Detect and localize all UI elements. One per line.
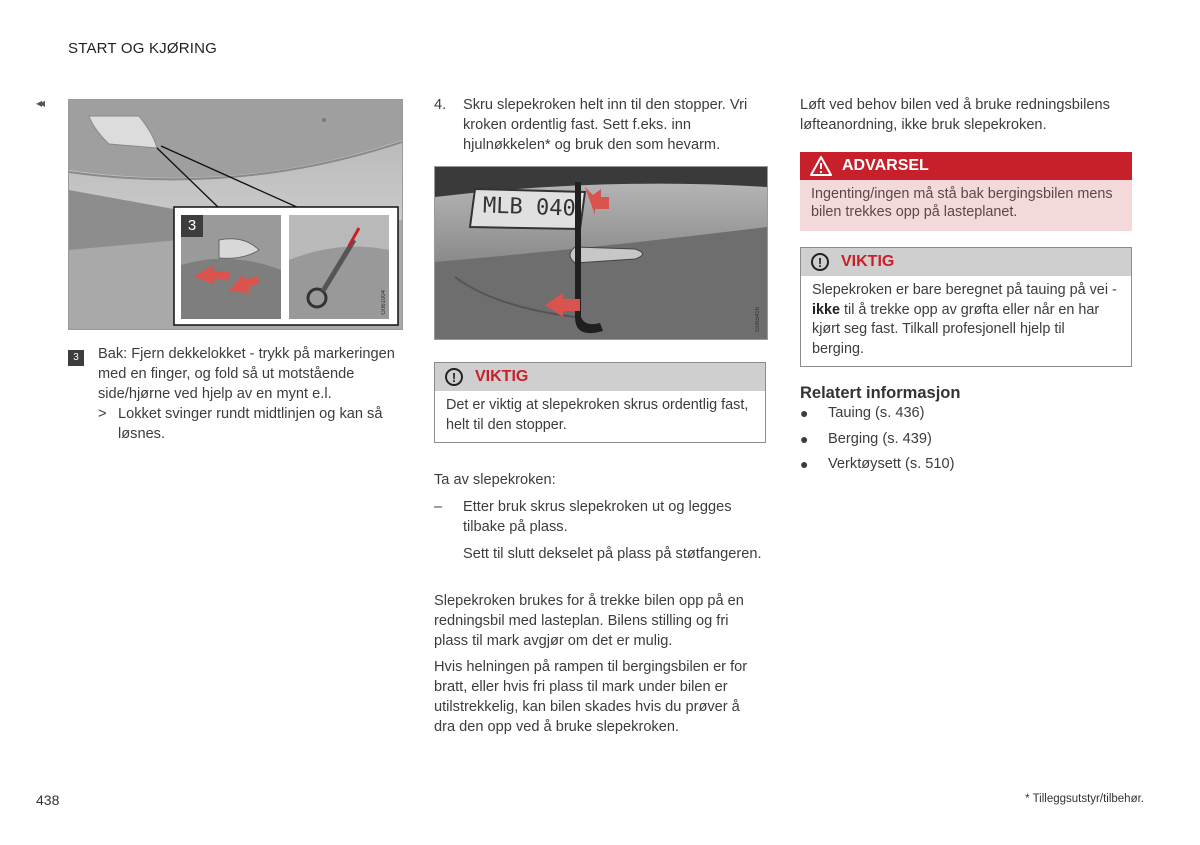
advarsel-header [800, 152, 1132, 180]
bullet-icon: ● [800, 405, 809, 421]
exclamation-icon: ! [445, 368, 463, 386]
bullet-icon: ● [800, 430, 809, 447]
viktig-header-2 [801, 248, 1131, 276]
advarsel-warning [800, 152, 1132, 231]
back-arrows-icon[interactable]: ◂◂ [36, 96, 43, 110]
related-info-list [800, 401, 1130, 478]
figure-inset-number: 3 [187, 217, 197, 234]
related-info-title: Relatert informasjon [800, 384, 961, 402]
related-link-label[interactable]: Verktøysett (s. 510) [828, 456, 955, 472]
step-4-number: 4. [434, 97, 447, 113]
related-link-berging[interactable] [800, 427, 1130, 453]
step-3-result-text: Lokket svinger rundt midtlinjen og kan så løsnes. [118, 406, 383, 442]
viktig-text-2 [801, 276, 1131, 366]
section-title: START OG KJØRING [68, 40, 218, 57]
viktig-title: VIKTIG [475, 368, 529, 385]
bullet-icon: ● [800, 456, 809, 472]
viktig-title-2: VIKTIG [841, 253, 895, 270]
remove-step [434, 497, 764, 564]
viktig-header [435, 363, 765, 391]
figure-code: G061004 [381, 290, 387, 315]
viktig-text-part-2: til å trekke opp av grøfta eller når en har kjørt seg fast. Tilkall profesjonell hjelp til berging. [812, 301, 1100, 357]
advarsel-title: ADVARSEL [842, 157, 929, 174]
warning-triangle-icon [810, 156, 832, 176]
step-4-text: Skru slepekroken helt inn til den stopper. Vri kroken ordentlig fast. Sett f.eks. inn hjulnøkkelen* og bruk den som hevarm. [463, 97, 748, 153]
license-plate-text: MLB 040 [482, 193, 577, 222]
page-number: 438 [36, 792, 60, 808]
cover-removal-figure [68, 99, 403, 330]
cover-removal-illustration [69, 100, 402, 329]
paragraph-1: Slepekroken brukes for å trekke bilen opp på en redningsbil med lasteplan. Bilens stilling og fri plass til mark avgjør om det er mulig. [434, 593, 744, 649]
remove-step-text-2: Sett til slutt dekselet på plass på støtfangeren. [463, 546, 762, 562]
remove-heading: Ta av slepekroken: [434, 472, 556, 488]
viktig-text: Det er viktig at slepekroken skrus ordentlig fast, helt til den stopper. [446, 397, 749, 433]
advarsel-text: Ingenting/ingen må stå bak bergingsbilen mens bilen trekkes opp på lasteplanet. [811, 186, 1113, 220]
related-link-label[interactable]: Berging (s. 439) [828, 430, 932, 447]
viktig-note-2 [800, 247, 1132, 367]
tow-hook-figure [434, 166, 768, 340]
dash-marker: – [434, 499, 443, 515]
step-3-text: Bak: Fjern dekkelokket - trykk på markeringen med en finger, og fold så ut motstående side/hjørne ved hjelp av en mynt e.l. [98, 346, 395, 402]
figure-code: G065416 [755, 307, 761, 332]
exclamation-icon: ! [811, 253, 829, 271]
step-badge: 3 [68, 350, 84, 366]
related-link-tauing[interactable] [800, 401, 1130, 427]
result-marker: > [98, 406, 107, 422]
step-4-block [434, 95, 762, 155]
viktig-note [434, 362, 766, 443]
related-link-verktoysett[interactable] [800, 452, 1130, 478]
viktig-text-bold: ikke [812, 301, 841, 318]
paragraph-2: Hvis helningen på rampen til bergingsbilen er for bratt, eller hvis fri plass til mark under bilen er utilstrekkelig, kan bilen skades hvis du prøver å dra den opp ved å bruke slepekroken. [434, 659, 748, 735]
step-3-block [68, 344, 402, 404]
remove-step-text: Etter bruk skrus slepekroken ut og legges tilbake på plass. [463, 499, 732, 535]
footnote: * Tilleggsutstyr/tilbehør. [1025, 793, 1144, 805]
related-link-label[interactable]: Tauing (s. 436) [828, 405, 925, 421]
lift-intro: Løft ved behov bilen ved å bruke redningsbilens løfteanordning, ikke bruk slepekroken. [800, 97, 1110, 133]
step-3-result [98, 404, 402, 444]
viktig-text-part-1: Slepekroken er bare beregnet på tauing på vei - [812, 282, 1117, 298]
